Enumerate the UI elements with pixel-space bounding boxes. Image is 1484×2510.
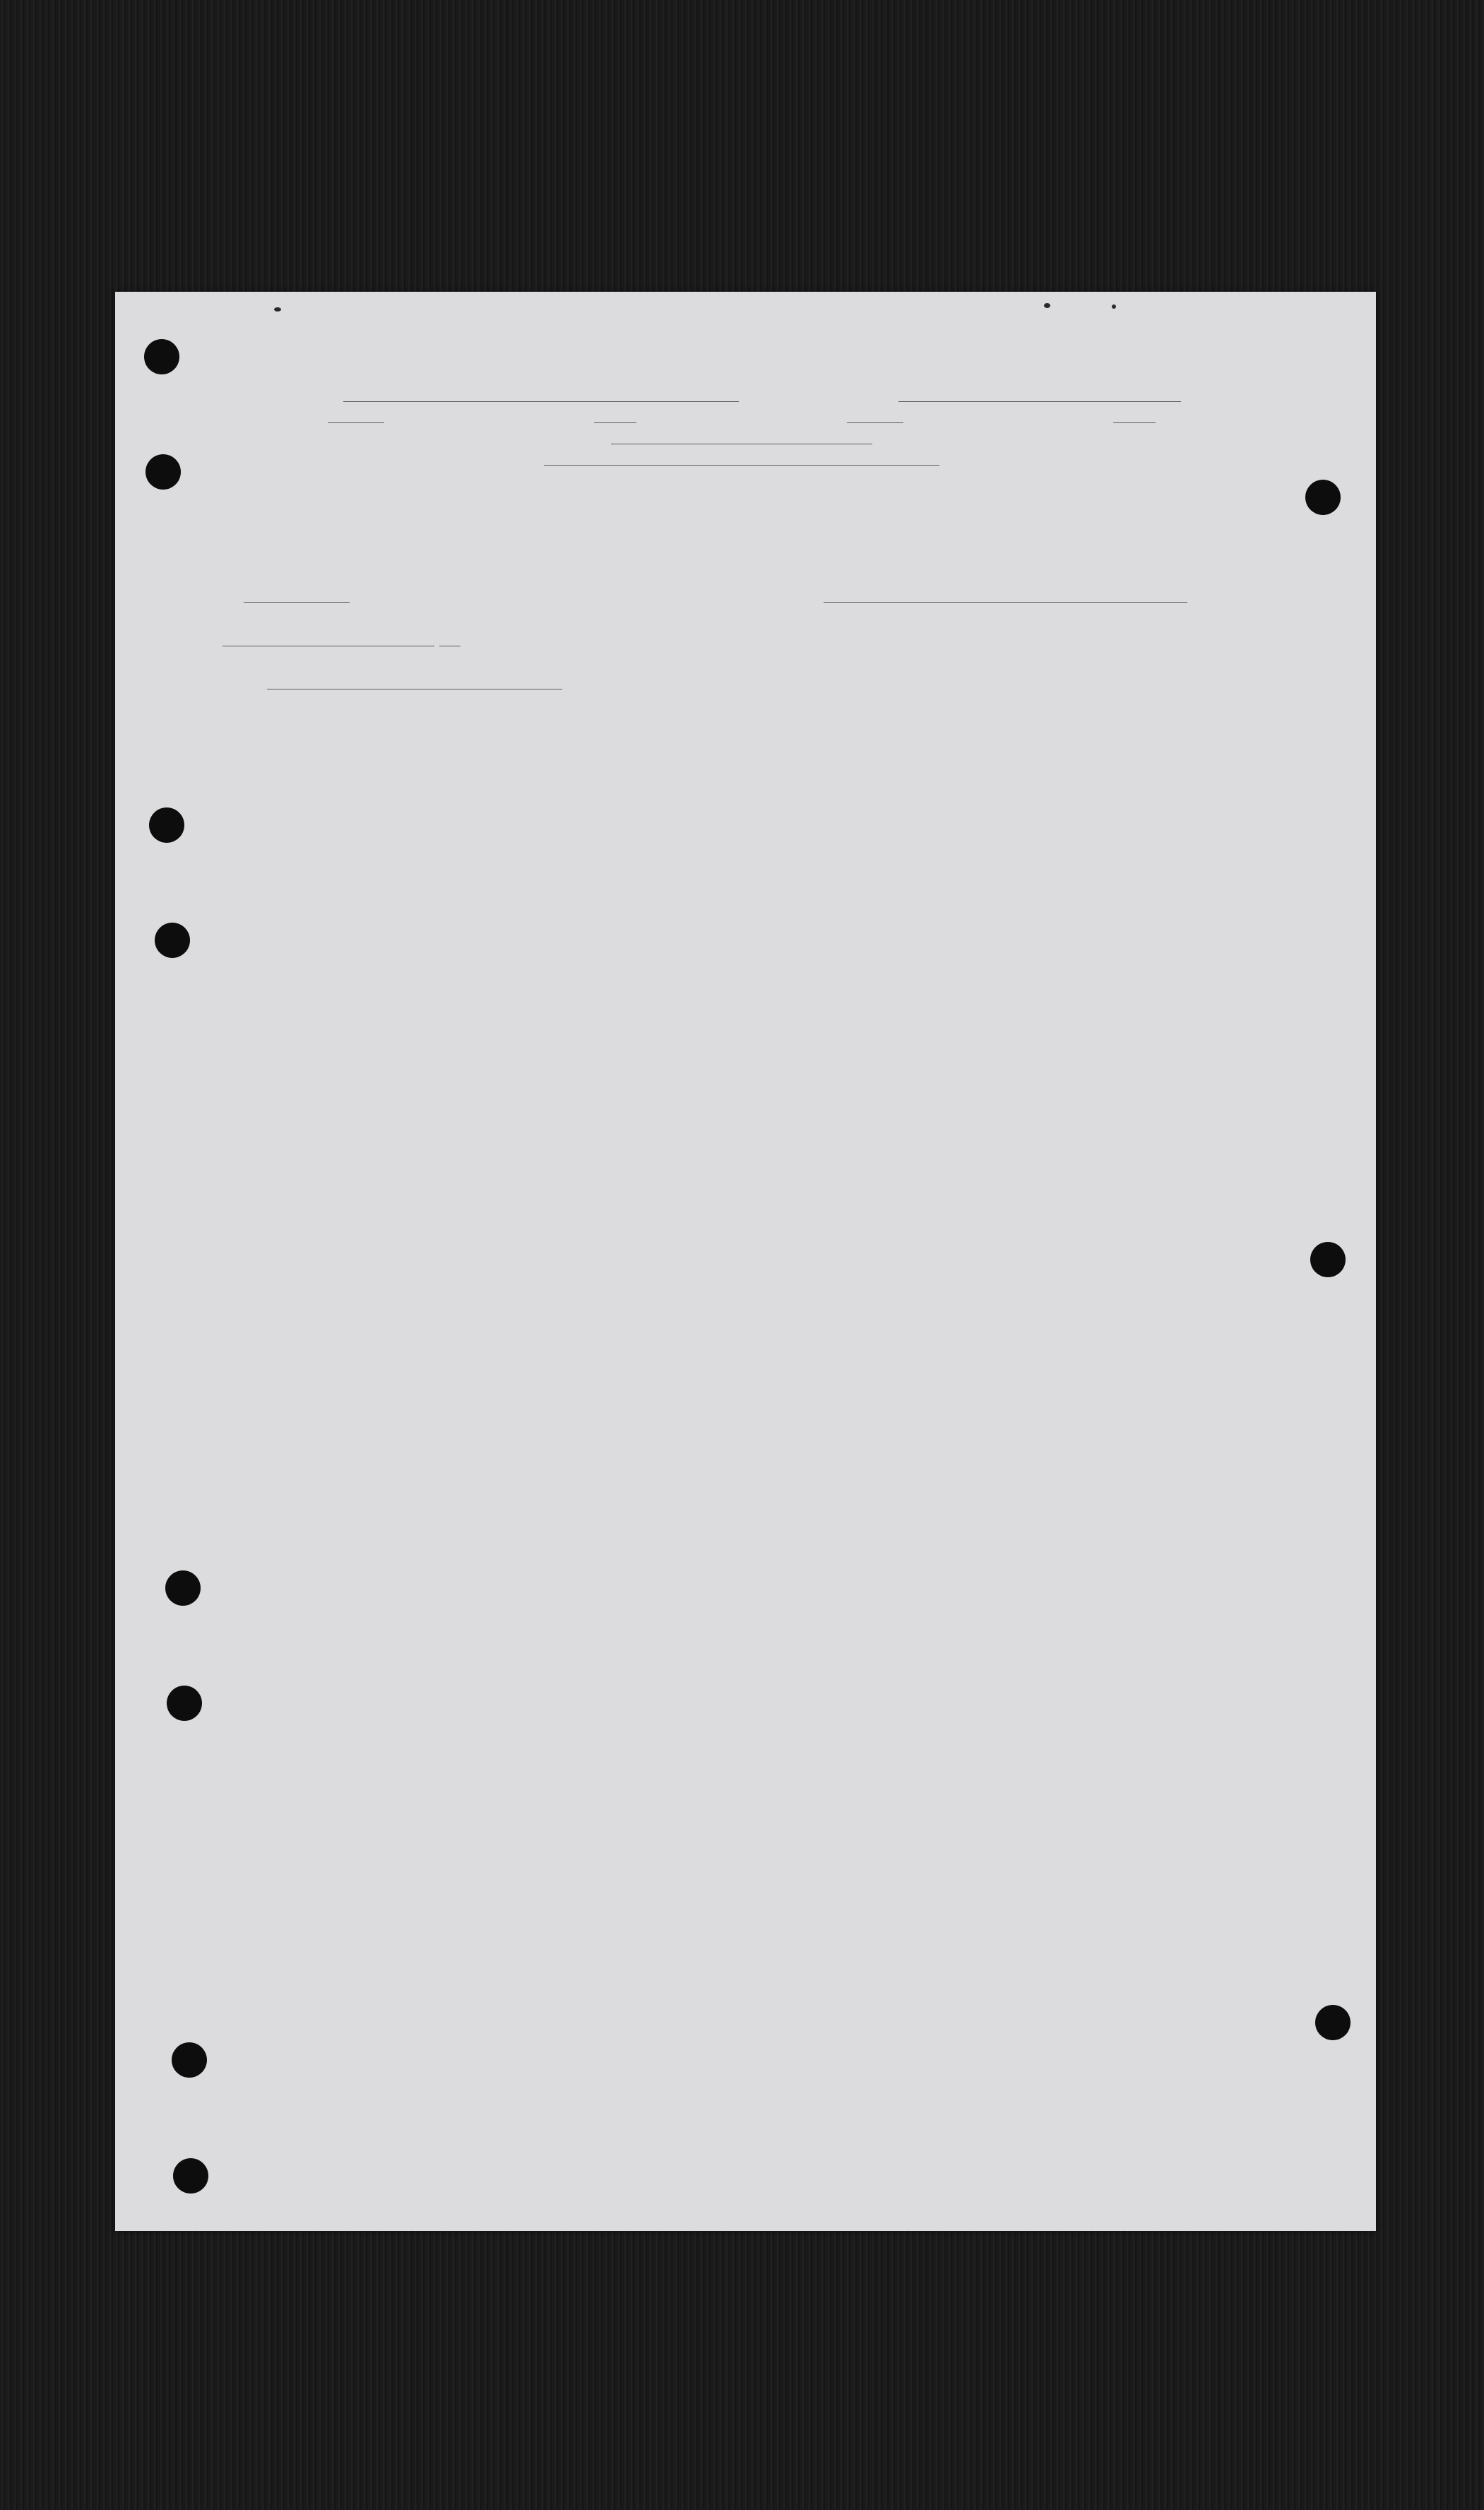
punch-hole [1310,1242,1346,1277]
punch-hole [144,339,179,374]
day-of-line [222,629,461,651]
scan-speck [274,307,281,312]
port-blank [611,430,872,444]
punch-hole [167,1686,202,1721]
oath-line [222,514,1261,535]
oath-line [222,535,1261,557]
punch-hole [165,1570,201,1606]
manifest-page [115,292,1376,2231]
punch-hole [1315,2005,1351,2040]
master-name-blank [343,387,739,402]
lists-from-blank [328,408,384,423]
vessel-name-blank [898,387,1181,402]
sworn-date-blank [244,588,350,603]
lists-to-blank [594,408,636,423]
punch-hole [173,2158,208,2194]
sworn-line [244,586,350,607]
punch-hole [146,454,181,490]
punch-hole [172,2042,207,2078]
punch-hole [1305,480,1341,515]
oath-line [222,430,1261,451]
oath-line [222,451,1261,472]
oath-paragraph [222,387,1261,557]
oath-line [222,387,1261,408]
oath-line [222,493,1261,514]
master-signature-blank [824,588,1187,603]
year-blank [439,632,461,646]
punch-hole [155,923,190,958]
manifests-from-blank [847,408,903,423]
departure-port-blank [544,451,939,466]
punch-hole [149,807,184,843]
scan-speck [1044,303,1050,308]
master-signature-line [824,586,1187,607]
scan-speck [1112,304,1116,309]
manifests-to-blank [1113,408,1156,423]
oath-line [222,408,1261,430]
month-blank [222,632,434,646]
oath-line [222,472,1261,493]
